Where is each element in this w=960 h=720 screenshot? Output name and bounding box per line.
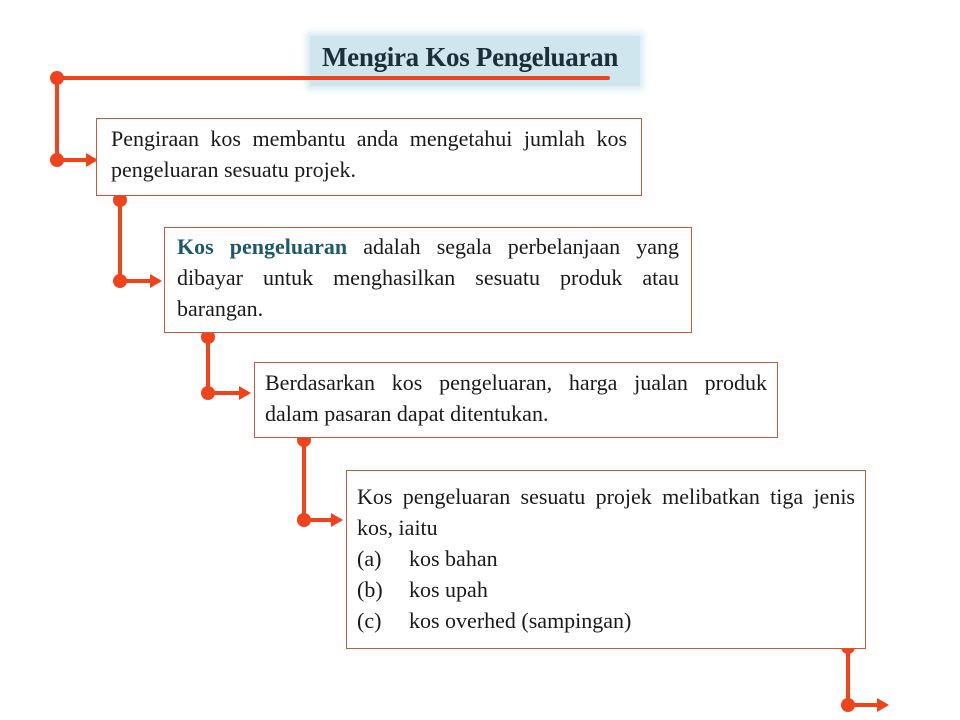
list-item-label: (c) [357, 608, 382, 633]
connector-2 [208, 337, 247, 393]
list-item [357, 605, 855, 636]
connector-3 [304, 440, 339, 520]
list-item-label: (b) [357, 577, 383, 602]
arrowhead [150, 274, 162, 288]
arrowhead [331, 513, 343, 527]
arrowhead [877, 698, 889, 712]
connector-dot [50, 153, 64, 167]
step-box-4 [346, 470, 866, 649]
list-item-text: kos bahan [409, 546, 498, 571]
connector-1 [120, 200, 158, 281]
connector-dot [113, 274, 127, 288]
connector-4 [848, 647, 885, 705]
step-4-text: Kos pengeluaran sesuatu projek melibatkan tiga jenis kos, iaitu [357, 484, 855, 540]
step-3-text: Berdasarkan kos pengeluaran, harga jualan produk dalam pasaran dapat ditentukan. [265, 370, 767, 426]
step-2-term: Kos pengeluaran [177, 234, 348, 259]
connector-dot [841, 698, 855, 712]
list-item-text: kos upah [409, 577, 488, 602]
page-title: Mengira Kos Pengeluaran [322, 42, 619, 72]
arrowhead [239, 386, 251, 400]
list-item-label: (a) [357, 546, 382, 571]
step-box-1 [96, 118, 642, 196]
list-item-text: kos overhed (sampingan) [409, 608, 632, 633]
connector-dot [297, 513, 311, 527]
connector-dot [201, 386, 215, 400]
list-item [357, 543, 855, 574]
step-box-3 [254, 362, 778, 438]
step-1-text: Pengiraan kos membantu anda mengetahui jumlah kos pengeluaran sesuatu projek. [111, 126, 627, 182]
connector-dot [50, 71, 64, 85]
list-item [357, 574, 855, 605]
step-2-text: adalah segala perbelanjaan yang dibayar untuk menghasilkan sesuatu produk atau barangan. [177, 234, 680, 321]
step-box-2 [164, 227, 692, 333]
